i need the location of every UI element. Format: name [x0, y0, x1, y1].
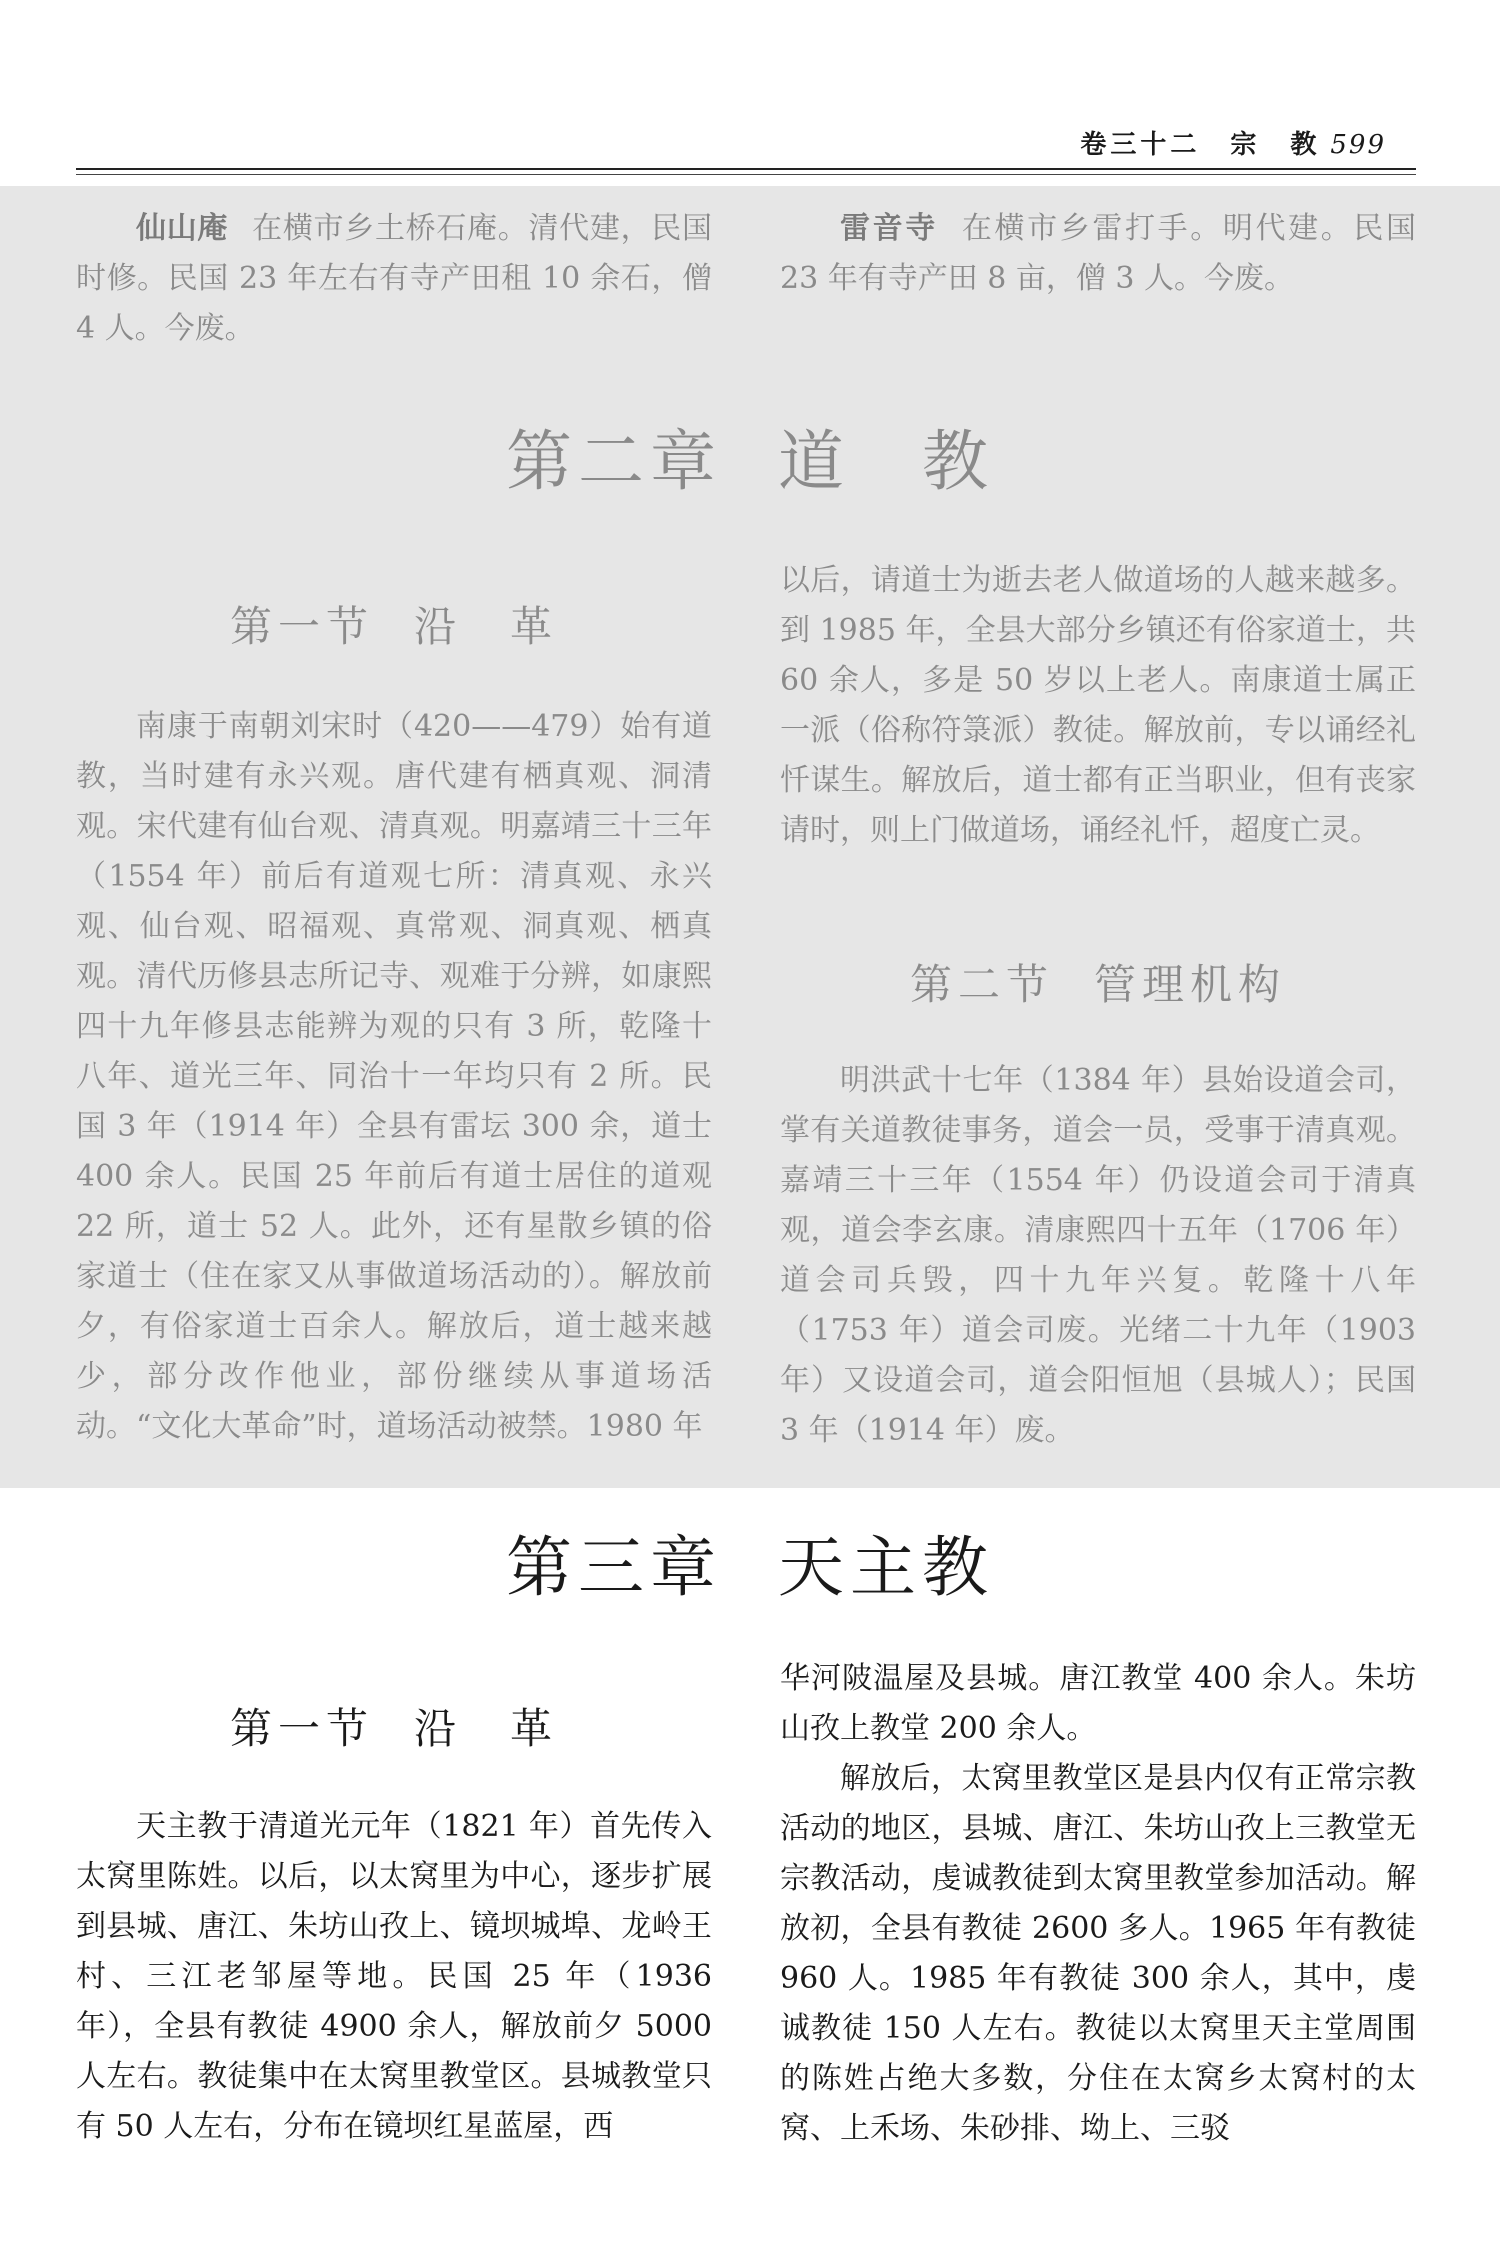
section-2-1-body — [76, 702, 712, 1452]
chapter-name: 道 教 — [778, 423, 994, 500]
chapter-name: 天主教 — [778, 1529, 994, 1606]
header-rule-thick — [76, 168, 1416, 170]
chapter-heading-2 — [0, 408, 1500, 503]
section-name: 沿 革 — [414, 1704, 559, 1753]
paragraph: 明洪武十七年（1384 年）县始设道会司，掌有关道教徒事务，道会一员，受事于清真观。嘉靖三十三年（1554 年）仍设道会司于清真观，道会李玄康。清康熙四十五年（1706 年）道会司兵毁，四十九年兴复。乾隆十八年（1753 年）道会司废。光绪二十九年（1903 年）又设道会司，道会阳恒旭（县城人）；民国 3 年（1914 年）废。 — [780, 1063, 1416, 1448]
paragraph: 南康于南朝刘宋时（420——479）始有道教，当时建有永兴观。唐代建有栖真观、洞清观。宋代建有仙台观、清真观。明嘉靖三十三年（1554 年）前后有道观七所：清真观、永兴观、仙台观、昭福观、真常观、洞真观、栖真观。清代历修县志所记寺、观难于分辨，如康熙四十九年修县志能辨为观的只有 3 所，乾隆十八年、道光三年、同治十一年均只有 2 所。民国 3 年（1914 年）全县有雷坛 300 余，道士 400 余人。民国 25 年前后有道士居住的道观 22 所，道士 52 人。此外，还有星散乡镇的俗家道士（住在家又从事做道场活动的）。解放前夕，有俗家道士百余人。解放后，道士越来越少，部分改作他业，部份继续从事道场活动。“文化大革命”时，道场活动被禁。1980 年 — [76, 709, 712, 1444]
entry-term: 仙山庵 — [136, 211, 229, 246]
section-2-2-body — [780, 1056, 1416, 1456]
entry-leiyin-si — [780, 204, 1416, 304]
volume-title: 卷三十二 宗 教 — [1080, 130, 1321, 160]
chapter-label: 第二章 — [506, 423, 722, 500]
entry-text: 在横市乡雷打手。明代建。民国 23 年有寺产田 8 亩，僧 3 人。今废。 — [780, 211, 1416, 296]
paragraph: 解放后，太窝里教堂区是县内仅有正常宗教活动的地区，县城、唐江、朱坊山孜上三教堂无宗教活动，虔诚教徒到太窝里教堂参加活动。解放初，全县有教徒 2600 多人。1965 年有教徒 960 人。1985 年有教徒 300 余人，其中，虔诚教徒 150 人左右。教徒以太窝里天主堂周围的陈姓占绝大多数，分住在太窝乡太窝村的太窝、上禾场、朱砂排、坳上、三驳 — [780, 1761, 1416, 2146]
paragraph: 华河陂温屋及县城。唐江教堂 400 余人。朱坊山孜上教堂 200 余人。 — [780, 1661, 1416, 1746]
section-name: 管理机构 — [1094, 960, 1287, 1009]
section-heading-3-1 — [76, 1696, 712, 1756]
section-label: 第一节 — [229, 602, 374, 651]
section-label: 第二节 — [909, 960, 1054, 1009]
section-3-1-continuation — [780, 1654, 1416, 2154]
chapter-heading-3 — [0, 1514, 1500, 1609]
header-rule-thin — [76, 174, 1416, 175]
entry-term: 雷音寺 — [840, 211, 938, 246]
section-label: 第一节 — [229, 1704, 374, 1753]
chapter-label: 第三章 — [506, 1529, 722, 1606]
section-heading-2-2 — [780, 952, 1416, 1012]
entry-xianshan-an — [76, 204, 712, 354]
entry-text: 在横市乡土桥石庵。清代建，民国时修。民国 23 年左右有寺产田租 10 余石，僧 4 人。今废。 — [76, 211, 713, 346]
section-name: 沿 革 — [414, 602, 559, 651]
section-3-1-body — [76, 1802, 712, 2152]
shaded-region — [0, 186, 1500, 1488]
section-2-1-continuation — [780, 556, 1416, 856]
paragraph: 天主教于清道光元年（1821 年）首先传入太窝里陈姓。以后，以太窝里为中心，逐步扩展到县城、唐江、朱坊山孜上、镜坝城埠、龙岭王村、三江老邹屋等地。民国 25 年（1936 年），全县有教徒 4900 余人，解放前夕 5000 人左右。教徒集中在太窝里教堂区。县城教堂只有 50 人左右，分布在镜坝红星蓝屋，西 — [76, 1809, 712, 2144]
page-number: 599 — [1330, 130, 1386, 160]
section-heading-2-1 — [76, 594, 712, 654]
paragraph: 以后，请道士为逝去老人做道场的人越来越多。到 1985 年，全县大部分乡镇还有俗家道士，共 60 余人，多是 50 岁以上老人。南康道士属正一派（俗称符箓派）教徒。解放前，专以诵经礼忏谋生。解放后，道士都有正当职业，但有丧家请时，则上门做道场，诵经礼忏，超度亡灵。 — [780, 563, 1416, 848]
running-header — [76, 124, 1416, 164]
